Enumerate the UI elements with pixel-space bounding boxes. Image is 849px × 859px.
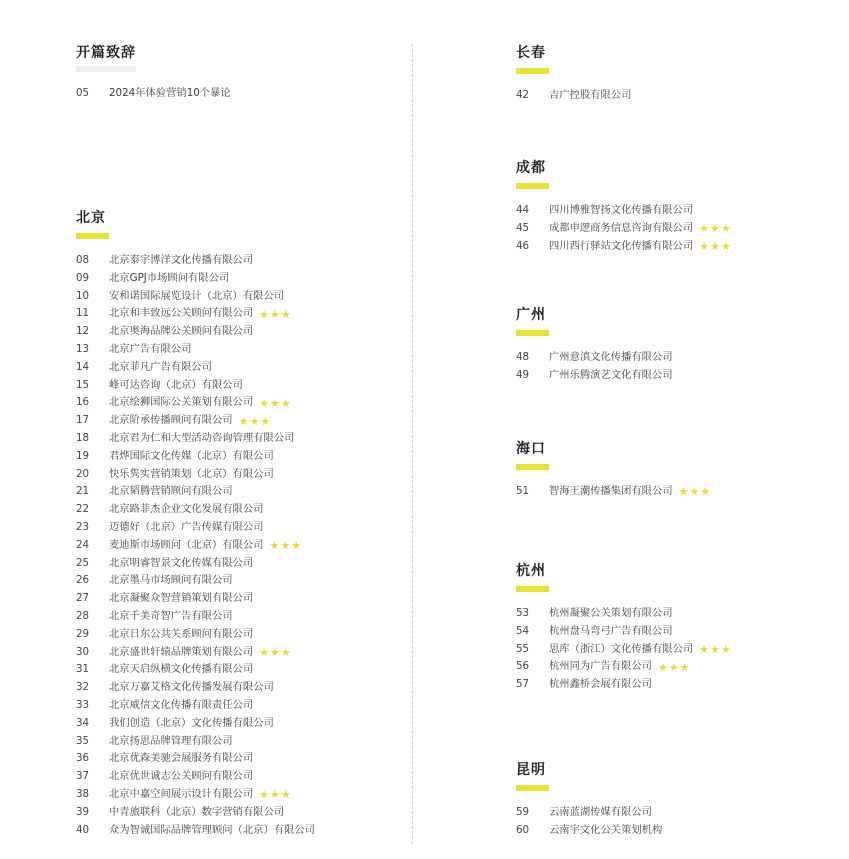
list-item (76, 644, 315, 662)
section-title: 昆明 (516, 762, 546, 778)
entry-list (516, 804, 662, 840)
star-rating (699, 241, 732, 252)
star-icon: ★ (259, 788, 270, 802)
entry-page-number: 38 (76, 787, 90, 800)
entry-page-number: 18 (76, 431, 90, 444)
entry-page-number: 53 (516, 607, 530, 619)
entry-list (516, 202, 732, 255)
entry-page-number: 27 (76, 592, 90, 605)
entry-page-number: 21 (76, 485, 90, 498)
star-icon: ★ (270, 307, 280, 321)
entry-company-name: 四川西行驿站文化传播有限公司 (549, 239, 694, 252)
list-item (76, 715, 315, 733)
entry-page-number: 10 (76, 289, 90, 302)
section-beijing (76, 210, 315, 839)
entry-company-name: 北京墨马市场顾问有限公司 (109, 574, 233, 587)
list-item (76, 359, 315, 377)
star-icon: ★ (259, 307, 270, 321)
entry-page-number: 12 (76, 325, 90, 338)
entry-company-name: 智海王潮传播集团有限公司 (549, 485, 673, 497)
entry-company-name: 北京和丰致远公关顾问有限公司 (109, 307, 254, 320)
entry-page-number: 24 (76, 538, 90, 551)
list-item (76, 394, 315, 412)
section-underline (516, 68, 549, 74)
star-icon: ★ (699, 222, 710, 236)
list-item (516, 87, 631, 105)
entry-page-number: 49 (516, 368, 530, 381)
entry-page-number: 08 (76, 254, 90, 266)
star-icon: ★ (678, 485, 689, 499)
entry-company-name: 北京广告有限公司 (109, 342, 192, 355)
list-item (516, 641, 732, 659)
list-item (76, 537, 315, 555)
list-item (76, 483, 315, 501)
star-rating (658, 662, 691, 673)
entry-company-name: 成都申逻商务信息咨询有限公司 (549, 221, 694, 234)
entry-page-number: 20 (76, 467, 90, 480)
entry-company-name: 北京日东公共关系顾问有限公司 (109, 627, 254, 640)
list-item (516, 658, 732, 676)
entry-company-name: 北京菲凡广告有限公司 (109, 360, 212, 373)
star-icon: ★ (259, 645, 270, 659)
entry-page-number: 34 (76, 716, 90, 729)
star-rating (269, 540, 302, 551)
section-kunming (516, 762, 662, 840)
star-icon: ★ (679, 660, 690, 674)
star-icon: ★ (260, 414, 271, 428)
entry-company-name: 君烨国际文化传媒（北京）有限公司 (109, 449, 274, 462)
list-item (76, 679, 315, 697)
star-icon: ★ (668, 660, 679, 674)
entry-page-number: 11 (76, 307, 90, 320)
section-haikou (516, 441, 711, 501)
list-item (76, 555, 315, 573)
star-rating (259, 647, 292, 658)
list-item (516, 202, 732, 220)
list-item (76, 661, 315, 679)
list-item (76, 377, 315, 395)
entry-page-number: 60 (516, 823, 530, 836)
star-icon: ★ (249, 414, 260, 428)
entry-page-number: 09 (76, 271, 90, 284)
star-icon: ★ (280, 539, 291, 553)
entry-company-name: 广州意滇文化传播有限公司 (549, 351, 673, 363)
entry-company-name: 北京凝聚众智营销策划有限公司 (109, 592, 254, 605)
star-icon: ★ (280, 396, 291, 410)
list-item (516, 822, 662, 840)
list-item (76, 626, 315, 644)
entry-page-number: 22 (76, 503, 90, 516)
section-hangzhou (516, 563, 732, 694)
star-icon: ★ (270, 788, 280, 802)
entry-company-name: 峰可达咨询（北京）有限公司 (109, 378, 243, 391)
entry-page-number: 19 (76, 449, 90, 462)
entry-company-name: 北京扬思品牌管理有限公司 (109, 734, 233, 747)
entry-page-number: 54 (516, 624, 530, 637)
entry-list (516, 87, 631, 105)
entry-page-number: 26 (76, 574, 90, 587)
entry-page-number: 51 (516, 485, 530, 497)
star-icon: ★ (710, 222, 720, 236)
entry-company-name: 杭州凝聚公关策划有限公司 (549, 607, 673, 619)
list-item (76, 750, 315, 768)
star-icon: ★ (280, 788, 291, 802)
list-item (516, 349, 673, 367)
section-chengdu (516, 160, 732, 255)
star-icon: ★ (699, 239, 710, 253)
entry-company-name: 北京阶承传播顾问有限公司 (109, 414, 233, 427)
entry-page-number: 25 (76, 556, 90, 569)
entry-page-number: 29 (76, 627, 90, 640)
entry-company-name: 北京泰宇博洋文化传播有限公司 (109, 254, 254, 266)
star-icon: ★ (657, 660, 668, 674)
section-underline (516, 586, 549, 592)
star-icon: ★ (720, 222, 731, 236)
entry-page-number: 39 (76, 805, 90, 818)
entry-company-name: 杭州同为广告有限公司 (549, 660, 652, 673)
section-changchun (516, 45, 631, 105)
list-item (76, 590, 315, 608)
entry-company-name: 安和诺国际展览设计（北京）有限公司 (109, 289, 285, 302)
star-icon: ★ (720, 239, 731, 253)
section-underline (516, 464, 549, 470)
entry-company-name: 北京千美奇智广告有限公司 (109, 609, 233, 622)
entry-company-name: 北京韬腾营销顾问有限公司 (109, 485, 233, 498)
section-title: 广州 (516, 307, 546, 323)
entry-page-number: 15 (76, 378, 90, 391)
entry-page-number: 31 (76, 663, 90, 676)
entry-page-number: 05 (76, 87, 90, 99)
entry-company-name: 北京威信文化传播有限责任公司 (109, 698, 254, 711)
entry-company-name: 北京绘狮国际公关策划有限公司 (109, 396, 254, 409)
star-icon: ★ (270, 645, 280, 659)
list-item (516, 623, 732, 641)
star-rating (699, 644, 732, 655)
entry-page-number: 32 (76, 681, 90, 694)
entry-company-name: 北京明睿智景文化传媒有限公司 (109, 556, 254, 569)
entry-company-name: 北京君为仁和大型活动咨询管理有限公司 (109, 431, 295, 444)
entry-page-number: 30 (76, 645, 90, 658)
list-item (76, 768, 315, 786)
list-item (76, 786, 315, 804)
entry-company-name: 迈德好（北京）广告传媒有限公司 (109, 520, 264, 533)
list-item (76, 572, 315, 590)
entry-page-number: 40 (76, 823, 90, 836)
entry-page-number: 33 (76, 698, 90, 711)
list-item (76, 804, 315, 822)
entry-company-name: 北京盛世轩辕品牌策划有限公司 (109, 645, 254, 658)
star-rating (239, 416, 272, 427)
section-underline (516, 183, 549, 189)
list-item (76, 466, 315, 484)
section-guangzhou (516, 307, 673, 385)
entry-company-name: 云南宇文化公关策划机构 (549, 823, 663, 836)
star-icon: ★ (269, 539, 280, 553)
entry-page-number: 48 (516, 351, 530, 363)
entry-page-number: 37 (76, 770, 90, 783)
section-underline (516, 785, 549, 791)
list-item (76, 412, 315, 430)
list-item (516, 804, 662, 822)
list-item (516, 367, 673, 385)
star-icon: ★ (720, 642, 731, 656)
entry-company-name: 北京优世诚志公关顾问有限公司 (109, 770, 254, 783)
section-title: 海口 (516, 441, 546, 457)
list-item (76, 288, 315, 306)
star-icon: ★ (291, 539, 302, 553)
entry-company-name: 杭州鑫桥会展有限公司 (549, 678, 652, 691)
entry-page-number: 35 (76, 734, 90, 747)
entry-page-number: 59 (516, 806, 530, 818)
star-icon: ★ (270, 396, 280, 410)
entry-company-name: 思库（浙江）文化传播有限公司 (549, 642, 694, 655)
entry-list (76, 252, 315, 839)
section-underline (76, 233, 109, 239)
star-icon: ★ (700, 485, 711, 499)
entry-list (516, 483, 711, 501)
section-underline (516, 330, 549, 336)
list-item (516, 238, 732, 256)
list-item (516, 605, 732, 623)
list-item (76, 305, 315, 323)
entry-list (76, 85, 231, 103)
entry-page-number: 57 (516, 678, 530, 691)
list-item (76, 501, 315, 519)
list-item (76, 252, 315, 270)
entry-company-name: 麦迪斯市场顾问（北京）有限公司 (109, 538, 264, 551)
section-title: 长春 (516, 45, 546, 61)
entry-page-number: 56 (516, 660, 530, 673)
list-item (76, 341, 315, 359)
list-item (516, 483, 711, 501)
star-icon: ★ (238, 414, 249, 428)
entry-page-number: 36 (76, 752, 90, 765)
list-item (76, 430, 315, 448)
entry-company-name: 众为智诚国际品牌管理顾问（北京）有限公司 (109, 823, 315, 836)
entry-page-number: 28 (76, 609, 90, 622)
section-underline (76, 66, 136, 72)
entry-page-number: 44 (516, 204, 530, 216)
entry-page-number: 13 (76, 342, 90, 355)
star-icon: ★ (710, 642, 720, 656)
section-title: 开篇致辞 (76, 45, 136, 61)
entry-company-name: 北京天启纵横文化传播有限公司 (109, 663, 254, 676)
entry-company-name: 中青旅联科（北京）数字营销有限公司 (109, 805, 285, 818)
list-item (516, 220, 732, 238)
entry-company-name: 北京万嘉艾格文化传播发展有限公司 (109, 681, 274, 694)
star-rating (699, 223, 732, 234)
entry-page-number: 23 (76, 520, 90, 533)
star-icon: ★ (699, 642, 710, 656)
star-icon: ★ (710, 239, 720, 253)
list-item (76, 270, 315, 288)
section-title: 杭州 (516, 563, 546, 579)
entry-page-number: 55 (516, 642, 530, 655)
star-rating (259, 309, 292, 320)
entry-company-name: 北京GPJ市场顾问有限公司 (109, 271, 230, 284)
entry-company-name: 北京优森美驰会展服务有限公司 (109, 752, 254, 765)
star-rating (679, 486, 712, 497)
column-divider (412, 44, 413, 844)
entry-page-number: 16 (76, 396, 90, 409)
star-rating (259, 398, 292, 409)
entry-page-number: 45 (516, 221, 530, 234)
section-title: 北京 (76, 210, 106, 226)
entry-company-name: 广州乐腾演艺文化有限公司 (549, 368, 673, 381)
section-title: 成都 (516, 160, 546, 176)
entry-page-number: 46 (516, 239, 530, 252)
list-item (76, 697, 315, 715)
entry-company-name: 杭州盘马弯弓广告有限公司 (549, 624, 673, 637)
list-item (76, 733, 315, 751)
entry-page-number: 14 (76, 360, 90, 373)
section-kaipian (76, 45, 231, 103)
list-item (516, 676, 732, 694)
entry-list (516, 349, 673, 385)
entry-company-name: 我们创造（北京）文化传播有限公司 (109, 716, 274, 729)
star-icon: ★ (689, 485, 700, 499)
star-icon: ★ (280, 645, 291, 659)
list-item (76, 85, 231, 103)
list-item (76, 608, 315, 626)
entry-company-name: 2024年体验营销10个暴论 (109, 87, 231, 99)
list-item (76, 519, 315, 537)
entry-page-number: 42 (516, 89, 530, 101)
star-rating (259, 789, 292, 800)
star-icon: ★ (280, 307, 291, 321)
list-item (76, 323, 315, 341)
star-icon: ★ (259, 396, 270, 410)
entry-company-name: 快乐隽实营销策划（北京）有限公司 (109, 467, 274, 480)
entry-company-name: 吉广控股有限公司 (549, 89, 632, 101)
entry-company-name: 北京中嘉空间展示设计有限公司 (109, 787, 254, 800)
entry-company-name: 北京路菲杰企业文化发展有限公司 (109, 503, 264, 516)
entry-company-name: 北京奥海品牌公关顾问有限公司 (109, 325, 254, 338)
entry-company-name: 云南蓝湖传媒有限公司 (549, 806, 652, 818)
entry-page-number: 17 (76, 414, 90, 427)
list-item (76, 448, 315, 466)
entry-company-name: 四川博雅智扬文化传播有限公司 (549, 204, 694, 216)
list-item (76, 822, 315, 840)
entry-list (516, 605, 732, 694)
